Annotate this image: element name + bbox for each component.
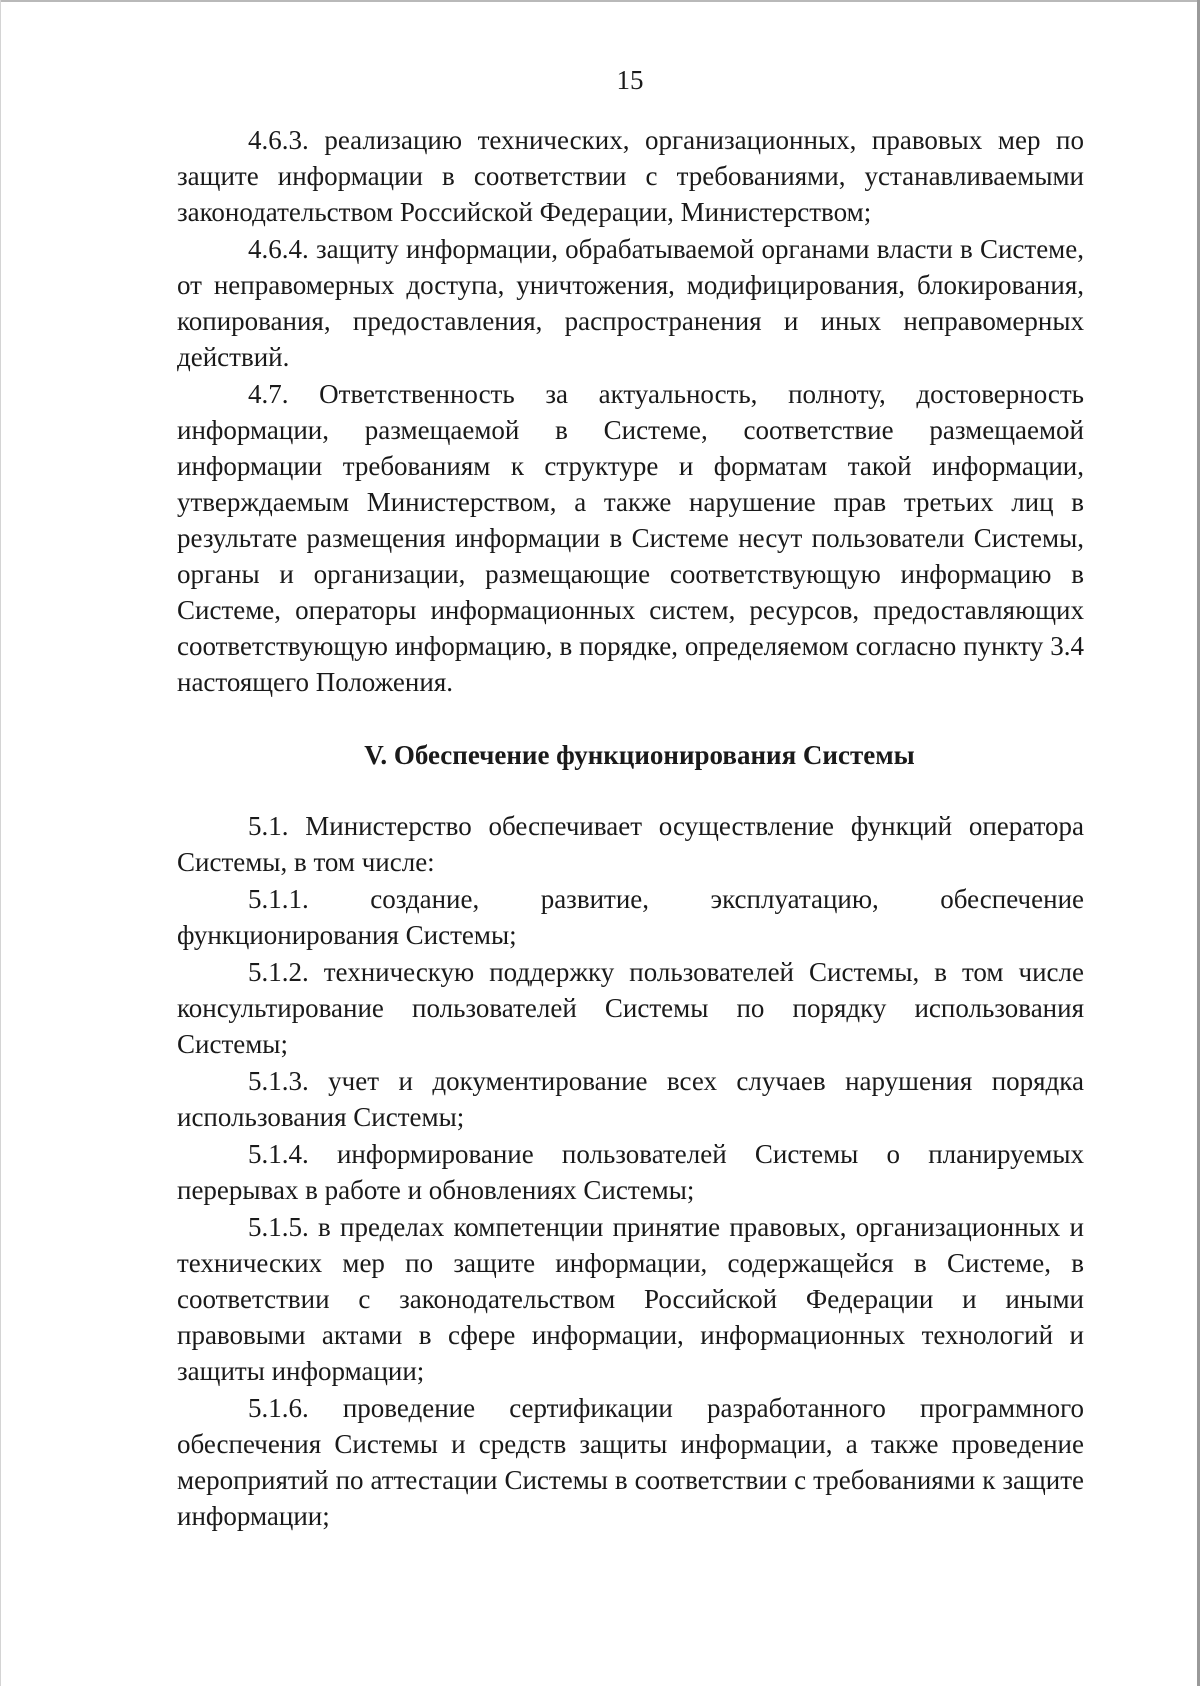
document-body [177,122,1084,1535]
paragraph-5-1-3: 5.1.3. учет и документирование всех случаев нарушения порядка использования Системы; [177,1066,1084,1132]
scan-edge-top [0,0,1200,2]
paragraph-5-1-4: 5.1.4. информирование пользователей Системы о планируемых перерывах в работе и обновлениях Системы; [177,1139,1084,1205]
paragraph-5-1-1: 5.1.1. создание, развитие, эксплуатацию, обеспечение функционирования Системы; [177,884,1084,950]
paragraph-4-6-4: 4.6.4. защиту информации, обрабатываемой органами власти в Системе, от неправомерных доступа, уничтожения, модифицирования, блокирования, копирования, предоставления, распространения и иных неправомерных действий. [177,234,1084,372]
paragraph-5-1: 5.1. Министерство обеспечивает осуществление функций оператора Системы, в том числе: [177,811,1084,877]
paragraph-4-7: 4.7. Ответственность за актуальность, полноту, достоверность информации, размещаемой в Системе, соответствие размещаемой информации требованиям к структуре и форматам такой информации, утверждаемым Министерством, а также нарушение прав третьих лиц в результате размещения информации в Системе несут пользователи Системы, органы и организации, размещающие соответствующую информацию в Системе, операторы информационных систем, ресурсов, предоставляющих соответствующую информацию, в порядке, определяемом согласно пункту 3.4 настоящего Положения. [177,379,1084,697]
page-number: 15 [616,65,644,95]
section-title: V. Обеспечение функционирования Системы [364,740,915,770]
scan-edge-left [0,0,1,1686]
paragraph-4-6-3: 4.6.3. реализацию технических, организационных, правовых мер по защите информации в соответствии с требованиями, устанавливаемыми законодательством Российской Федерации, Министерством; [177,125,1084,227]
paragraph-5-1-6: 5.1.6. проведение сертификации разработанного программного обеспечения Системы и средств защиты информации, а также проведение мероприятий по аттестации Системы в соответствии с требованиями к защите информации; [177,1393,1084,1531]
paragraph-5-1-5: 5.1.5. в пределах компетенции принятие правовых, организационных и технических мер по защите информации, содержащейся в Системе, в соответствии с законодательством Российской Федерации и иными правовыми актами в сфере информации, информационных технологий и защиты информации; [177,1212,1084,1386]
paragraph-5-1-2: 5.1.2. техническую поддержку пользователей Системы, в том числе консультирование пользователей Системы по порядку использования Системы; [177,957,1084,1059]
